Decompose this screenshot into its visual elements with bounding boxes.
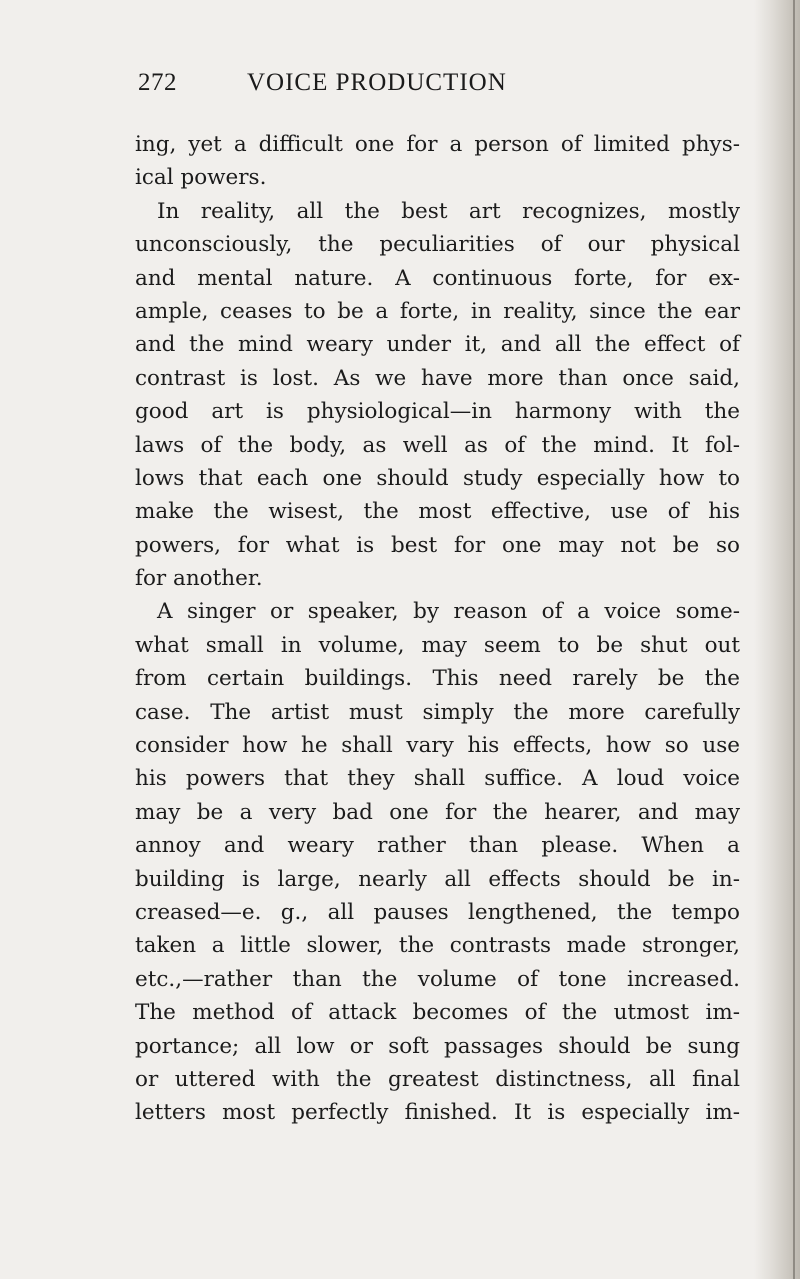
text-line: The method of attack becomes of the utmost im- bbox=[135, 1000, 740, 1026]
text-line: ample, ceases to be a forte, in reality, since the ear bbox=[135, 298, 740, 324]
text-line: taken a little slower, the contrasts made stronger, bbox=[135, 933, 740, 959]
text-line: ing, yet a difficult one for a person of limited phys- bbox=[135, 132, 740, 157]
page-number: 272 bbox=[138, 69, 177, 96]
text-line: may be a very bad one for the hearer, and may bbox=[135, 799, 740, 825]
text-line: contrast is lost. As we have more than once said, bbox=[135, 365, 740, 391]
text-line: and mental nature. A continuous forte, for ex- bbox=[135, 265, 740, 291]
text-line: and the mind weary under it, and all the effect of bbox=[135, 332, 740, 358]
text-line: lows that each one should study especially how to bbox=[135, 465, 740, 491]
text-line: consider how he shall vary his effects, how so use bbox=[135, 733, 740, 759]
text-line: portance; all low or soft passages should be sung bbox=[135, 1033, 740, 1059]
text-line: building is large, nearly all effects should be in- bbox=[135, 866, 740, 892]
text-line: ical powers. bbox=[135, 165, 267, 191]
text-line: what small in volume, may seem to be shut out bbox=[135, 632, 740, 658]
text-line: annoy and weary rather than please. When a bbox=[135, 833, 740, 859]
text-line: or uttered with the greatest distinctness, all final bbox=[135, 1066, 740, 1092]
text-line: his powers that they shall suffice. A loud voice bbox=[135, 766, 740, 792]
text-line: good art is physiological—in harmony with the bbox=[135, 399, 740, 425]
text-line: letters most perfectly finished. It is especially im- bbox=[135, 1100, 740, 1126]
text-line: case. The artist must simply the more carefully bbox=[135, 699, 740, 725]
text-line: make the wisest, the most effective, use of his bbox=[135, 499, 740, 525]
running-header bbox=[138, 69, 578, 109]
text-line: laws of the body, as well as of the mind. It fol- bbox=[135, 432, 740, 458]
text-line: creased—e. g., all pauses lengthened, the tempo bbox=[135, 899, 740, 925]
body-text bbox=[135, 128, 740, 1130]
text-line: for another. bbox=[135, 566, 263, 592]
running-title: VOICE PRODUCTION bbox=[247, 69, 507, 96]
text-line: from certain buildings. This need rarely be the bbox=[135, 666, 740, 692]
text-line: unconsciously, the peculiarities of our physical bbox=[135, 232, 740, 258]
text-line: powers, for what is best for one may not be so bbox=[135, 532, 740, 558]
text-line: etc.,—rather than the volume of tone increased. bbox=[135, 966, 740, 992]
page-edge-line bbox=[793, 0, 795, 1279]
text-line: In reality, all the best art recognizes, mostly bbox=[157, 198, 740, 224]
text-line: A singer or speaker, by reason of a voice some- bbox=[157, 599, 740, 625]
